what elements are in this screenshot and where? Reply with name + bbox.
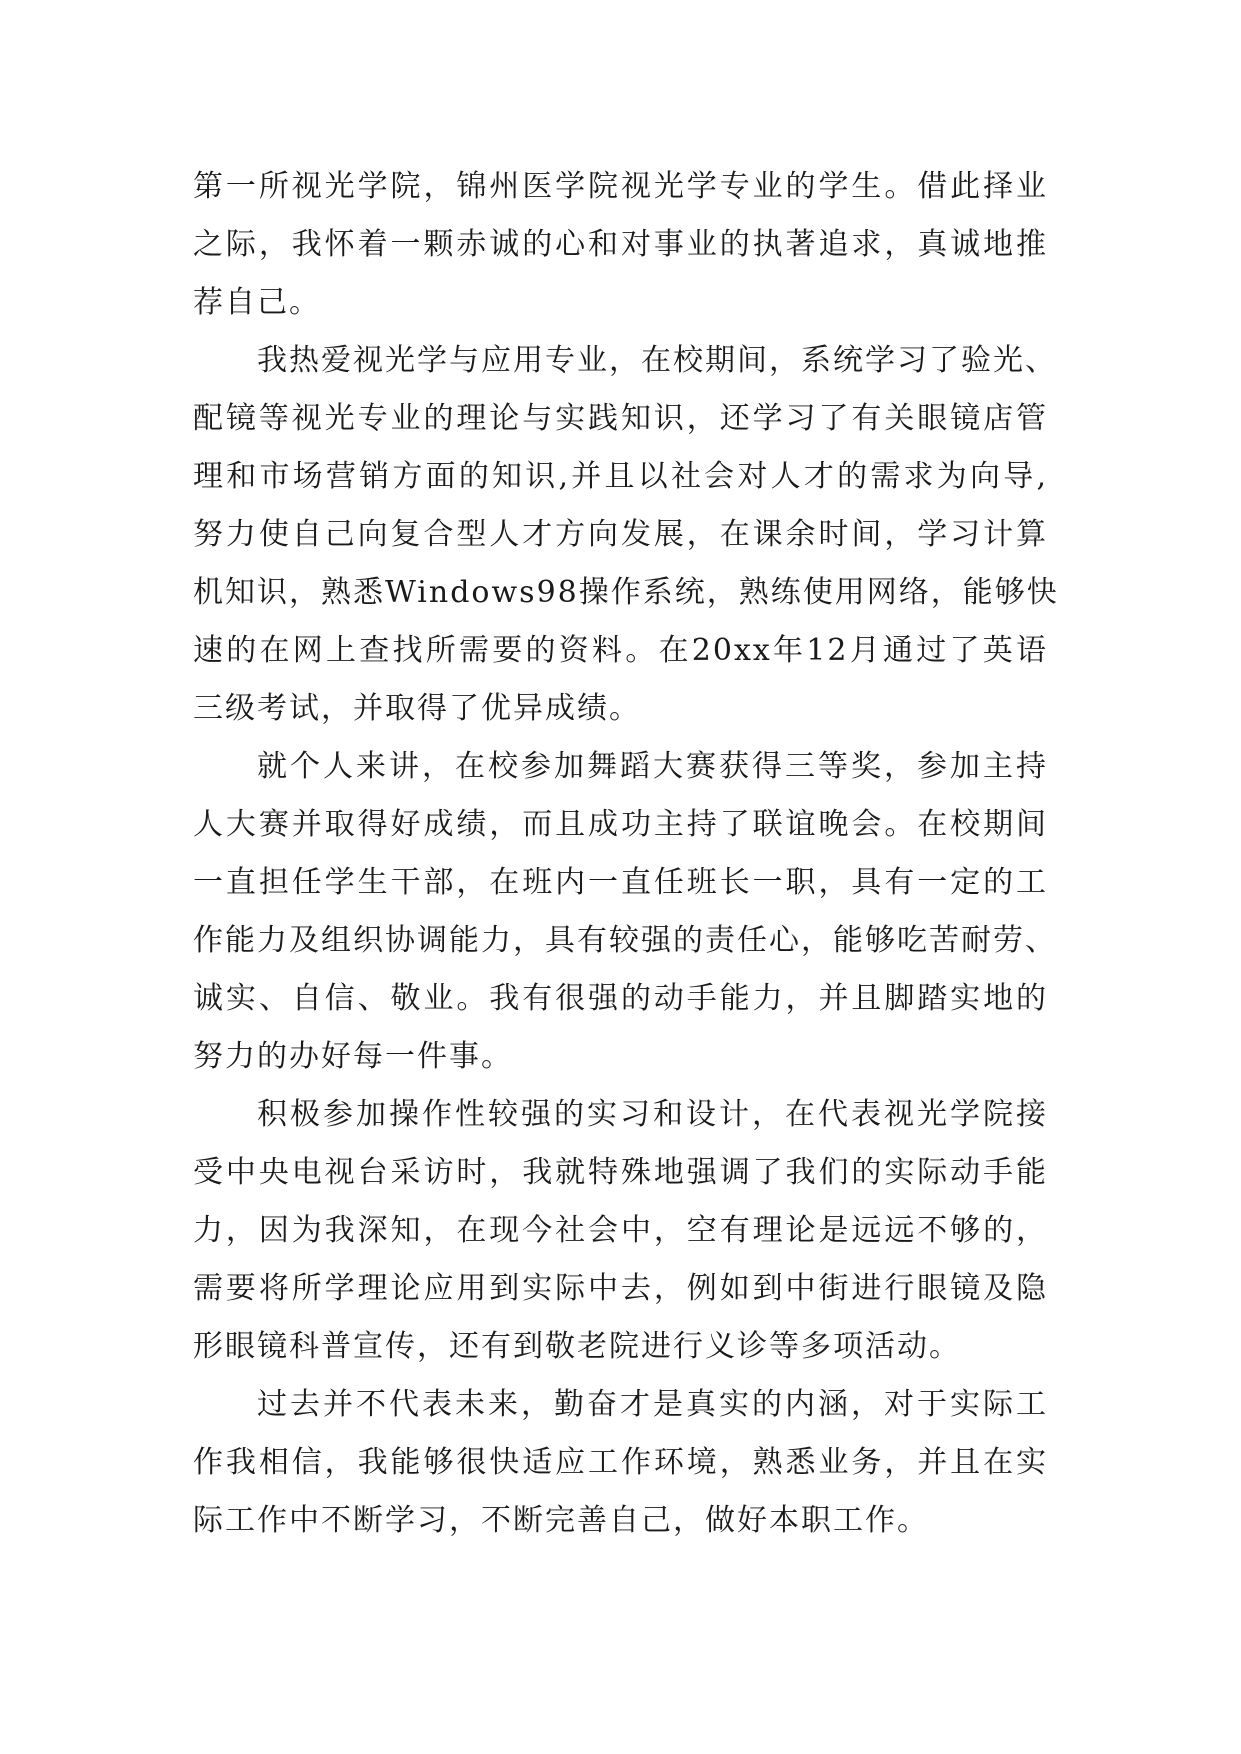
text-line: 作我相信，我能够很快适应工作环境，熟悉业务，并且在实	[193, 1445, 1048, 1480]
text-line: 理和市场营销方面的知识,并且以社会对人才的需求为向导,	[193, 459, 1048, 494]
text-line: 之际，我怀着一颗赤诚的心和对事业的执著追求，真诚地推	[193, 227, 1048, 262]
text-line: 荐自己。	[193, 285, 321, 320]
text-line: 第一所视光学院，锦州医学院视光学专业的学生。借此择业	[193, 169, 1048, 204]
paragraph	[193, 738, 1057, 1086]
text-line: 机知识，熟悉Windows98操作系统，熟练使用网络，能够快	[193, 575, 1059, 610]
text-line: 需要将所学理论应用到实际中去，例如到中街进行眼镜及隐	[193, 1271, 1048, 1306]
text-line: 作能力及组织协调能力，具有较强的责任心，能够吃苦耐劳、	[193, 923, 1057, 958]
paragraph	[193, 332, 1059, 738]
text-line: 就个人来讲，在校参加舞蹈大赛获得三等奖，参加主持	[257, 749, 1048, 784]
text-line: 力，因为我深知，在现今社会中，空有理论是远远不够的，	[193, 1213, 1048, 1248]
text-line: 过去并不代表未来，勤奋才是真实的内涵，对于实际工	[257, 1387, 1048, 1422]
paragraph	[193, 158, 1048, 332]
text-line: 形眼镜科普宣传，还有到敬老院进行义诊等多项活动。	[193, 1329, 961, 1364]
text-line: 际工作中不断学习，不断完善自己，做好本职工作。	[193, 1503, 929, 1538]
text-line: 积极参加操作性较强的实习和设计，在代表视光学院接	[257, 1097, 1048, 1132]
text-line: 三级考试，并取得了优异成绩。	[193, 691, 641, 726]
text-line: 人大赛并取得好成绩，而且成功主持了联谊晚会。在校期间	[193, 807, 1048, 842]
paragraph	[193, 1086, 1048, 1376]
text-line: 我热爱视光学与应用专业，在校期间，系统学习了验光、	[257, 343, 1057, 378]
paragraph	[193, 1376, 1048, 1550]
text-line: 速的在网上查找所需要的资料。在20xx年12月通过了英语	[193, 633, 1048, 668]
text-line: 配镜等视光专业的理论与实践知识，还学习了有关眼镜店管	[193, 401, 1048, 436]
text-line: 受中央电视台采访时，我就特殊地强调了我们的实际动手能	[193, 1155, 1048, 1190]
text-line: 努力的办好每一件事。	[193, 1039, 513, 1074]
document-body	[193, 158, 1059, 1550]
text-line: 一直担任学生干部，在班内一直任班长一职，具有一定的工	[193, 865, 1048, 900]
text-line: 诚实、自信、敬业。我有很强的动手能力，并且脚踏实地的	[193, 981, 1048, 1016]
text-line: 努力使自己向复合型人才方向发展，在课余时间，学习计算	[193, 517, 1048, 552]
